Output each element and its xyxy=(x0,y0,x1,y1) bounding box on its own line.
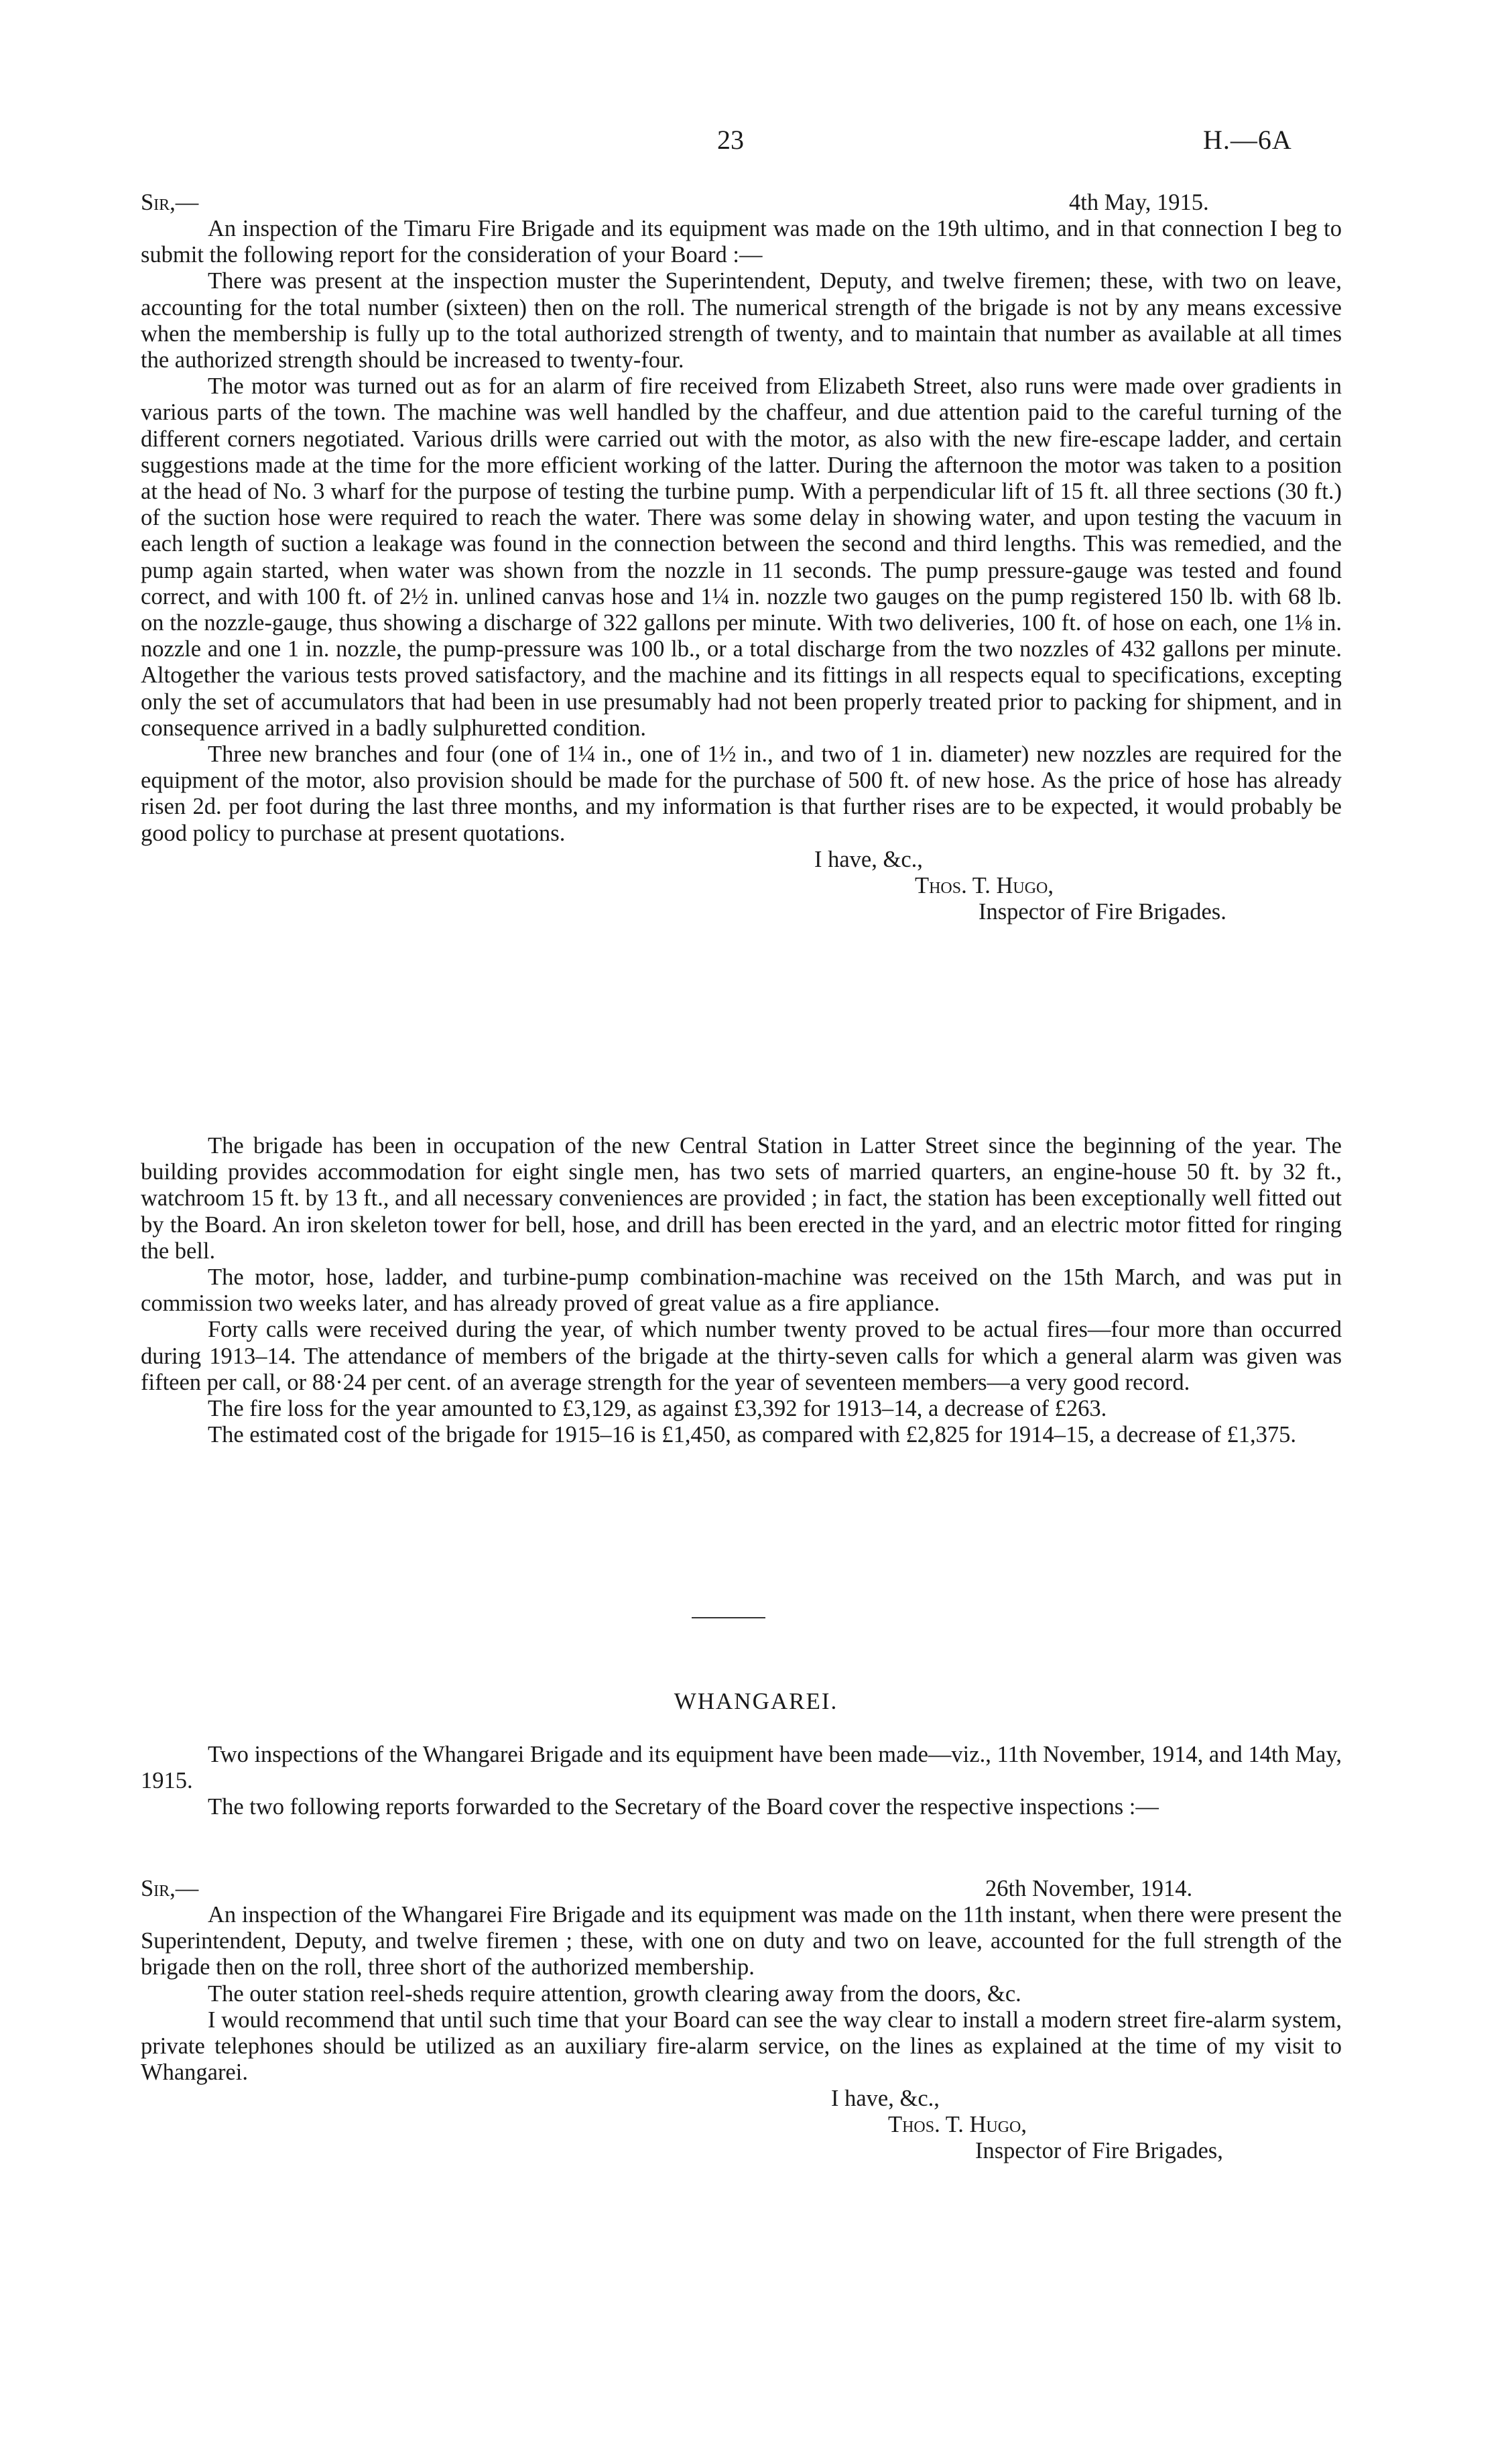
letter-paragraph: There was present at the inspection muster the Superintendent, Deputy, and twelve firemen; these, with two on leave, accounting for the total number (sixteen) then on the roll. The numerical strength of the brigade is not by any means excessive when the membership is fully up to the total authorized strength of twenty, and to maintain that number as available at all times the authorized strength should be increased to twenty-four. xyxy=(141,268,1342,373)
report-paragraph: The brigade has been in occupation of the new Central Station in Latter Street since the beginning of the year. The building provides accommodation for eight single men, has two sets of married quarters, an engine-house 50 ft. by 32 ft., watchroom 15 ft. by 13 ft., and all necessary conveniences are provided ; in fact, the station has been exceptionally well fitted out by the Board. An iron skeleton tower for bell, hose, and drill has been erected in the yard, and an electric motor fitted for ringing the bell. xyxy=(141,1133,1342,1264)
intro-paragraph: Two inspections of the Whangarei Brigade and its equipment have been made—viz., 11th November, 1914, and 14th May, 1915. xyxy=(141,1742,1342,1794)
letter-paragraph: An inspection of the Timaru Fire Brigade and its equipment was made on the 19th ultimo, and in that connection I beg to submit the following report for the consideration of your Board :— xyxy=(141,216,1342,268)
signature-name-line xyxy=(141,873,1342,899)
letter-heading-line xyxy=(141,190,1342,216)
timaru-letter xyxy=(141,190,1342,925)
letter-closing: I have, &c., xyxy=(814,846,923,872)
report-paragraph: The estimated cost of the brigade for 1915–16 is £1,450, as compared with £2,825 for 1914–15, a decrease of £1,375. xyxy=(208,1422,1296,1448)
report-paragraph: The fire loss for the year amounted to £3,129, as against £3,392 for 1913–14, a decrease of £263. xyxy=(208,1396,1107,1422)
report-paragraph: The motor, hose, ladder, and turbine-pump combination-machine was received on the 15th March, and was put in commission two weeks later, and has already proved of great value as a fire appliance. xyxy=(141,1264,1342,1317)
letter-paragraph: The outer station reel-sheds require attention, growth clearing away from the doors, &c. xyxy=(208,1980,1021,2007)
letter-salutation: Sir,— xyxy=(141,190,199,215)
timaru-report xyxy=(141,1133,1342,1448)
report-paragraph: Forty calls were received during the year, of which number twenty proved to be actual fires—four more than occurred during 1913–14. The attendance of members of the brigade at the thirty-seven calls for which a general alarm was given was fifteen per call, or 88·24 per cent. of an average strength for the year of seventeen members—a very good record. xyxy=(141,1317,1342,1395)
signature-closing-line xyxy=(141,847,1342,873)
signature-title-line xyxy=(141,899,1342,925)
section-divider xyxy=(692,1617,765,1618)
signature-name-line xyxy=(141,2112,1342,2138)
letter-paragraph: An inspection of the Whangarei Fire Brigade and its equipment was made on the 11th instant, when there were present the Superintendent, Deputy, and twelve firemen ; these, with one on duty and two on leave, accounted for the full strength of the brigade then on the roll, three short of the authorized membership. xyxy=(141,1902,1342,1980)
signature-title: Inspector of Fire Brigades, xyxy=(975,2138,1223,2164)
letter-date: 4th May, 1915. xyxy=(1069,190,1209,215)
letter-paragraph: The motor was turned out as for an alarm of fire received from Elizabeth Street, also runs were made over gradients in various parts of the town. The machine was well handled by the chaffeur, and due attention paid to the careful turning of the different corners negotiated. Various drills were carried out with the motor, as also with the new fire-escape ladder, and certain suggestions made at the time for the more efficient working of the latter. During the afternoon the motor was taken to a position at the head of No. 3 wharf for the purpose of testing the turbine pump. With a perpendicular lift of 15 ft. all three sections (30 ft.) of the suction hose were required to reach the water. There was some delay in showing water, and upon testing the vacuum in each length of suction a leakage was found in the connection between the second and third lengths. This was remedied, and the pump again started, when water was shown from the nozzle in 11 seconds. The pump pressure-gauge was tested and found correct, and with 100 ft. of 2½ in. unlined canvas hose and 1¼ in. nozzle two gauges on the pump registered 150 lb. with 68 lb. on the nozzle-gauge, thus showing a discharge of 322 gallons per minute. With two deliveries, 100 ft. of hose on each, one 1⅛ in. nozzle and one 1 in. nozzle, the pump-pressure was 100 lb., or a total discharge from the two nozzles of 432 gallons per minute. Altogether the various tests proved satisfactory, and the machine and its fittings in all respects equal to specifications, excepting only the set of accumulators that had been in use presumably had not been properly treated prior to packing for shipment, and in consequence arrived in a badly sulphuretted condition. xyxy=(141,373,1342,741)
letter-closing: I have, &c., xyxy=(831,2086,940,2112)
letter-paragraph: Three new branches and four (one of 1¼ in., one of 1½ in., and two of 1 in. diameter) new nozzles are required for the equipment of the motor, also provision should be made for the purchase of 500 ft. of new hose. As the price of hose has already risen 2d. per foot during the last three months, and my information is that further rises are to be expected, it would probably be good policy to purchase at present quotations. xyxy=(141,741,1342,846)
signature-name: Thos. T. Hugo, xyxy=(915,872,1054,898)
signature-title: Inspector of Fire Brigades. xyxy=(979,898,1226,925)
section-heading-whangarei: WHANGAREI. xyxy=(674,1688,838,1714)
intro-paragraph: The two following reports forwarded to the Secretary of the Board cover the respective inspections :— xyxy=(208,1794,1159,1820)
letter-date: 26th November, 1914. xyxy=(985,1876,1193,1901)
document-reference: H.—6A xyxy=(1203,125,1292,155)
signature-name: Thos. T. Hugo, xyxy=(888,2112,1027,2138)
letter-paragraph: I would recommend that until such time that your Board can see the way clear to install a modern street fire-alarm system, private telephones should be utilized as an auxiliary fire-alarm service, on the lines as explained at the time of my visit to Whangarei. xyxy=(141,2007,1342,2086)
letter-heading-line xyxy=(141,1876,1342,1902)
whangarei-letter xyxy=(141,1876,1342,2164)
page-number: 23 xyxy=(717,125,744,155)
page-header xyxy=(0,124,1512,164)
signature-closing-line xyxy=(141,2086,1342,2112)
whangarei-intro xyxy=(141,1742,1342,1821)
letter-salutation: Sir,— xyxy=(141,1876,199,1901)
signature-title-line xyxy=(141,2138,1342,2164)
